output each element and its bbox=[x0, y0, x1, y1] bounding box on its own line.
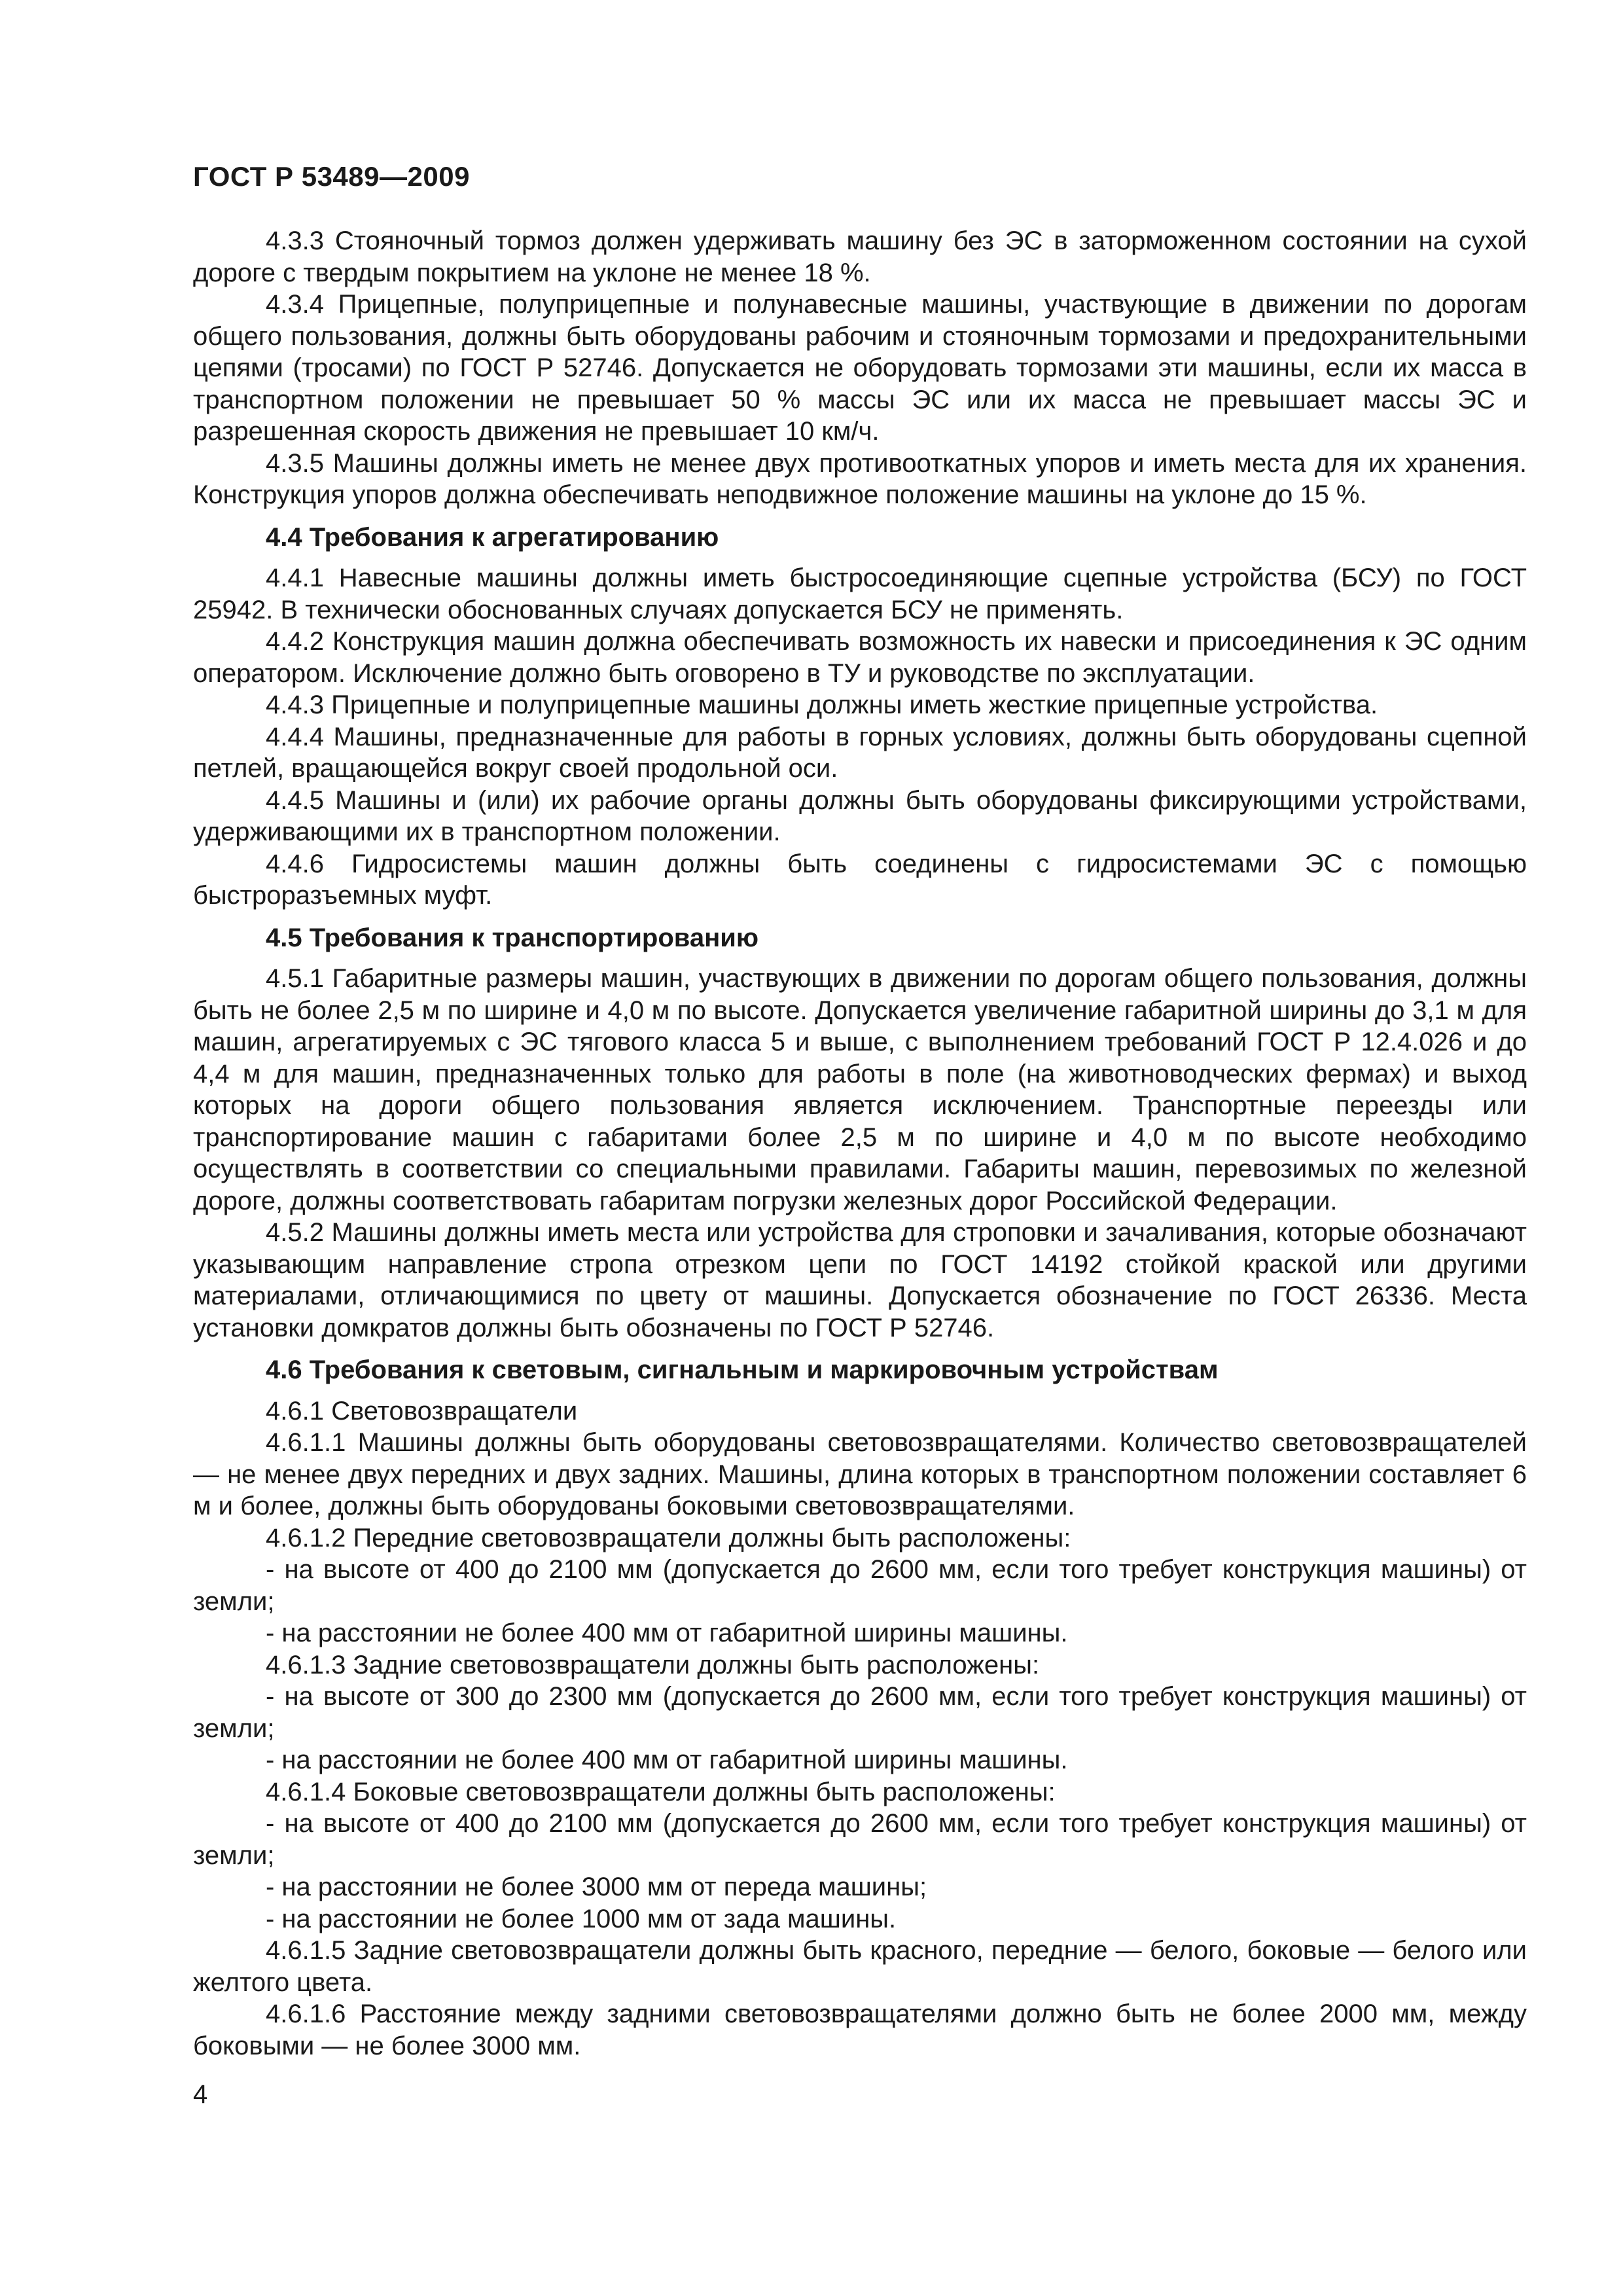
list-item-4-6-1-3-a: - на высоте от 300 до 2300 мм (допускается до 2600 мм, если того требует конструкция машины) от земли; bbox=[193, 1682, 1527, 1743]
paragraph-4-6-1: 4.6.1 Световозвращатели bbox=[266, 1396, 578, 1426]
paragraph-4-3-4: 4.3.4 Прицепные, полуприцепные и полунавесные машины, участвующие в движении по дорогам общего пользования, должны быть оборудованы рабочим и стояночным тормозами и предохранительными цепями (тросами) по ГОСТ Р 52746. Допускается не оборудовать тормозами эти машины, если их масса в транспортном положении не превышает 50 % массы ЭС или их масса не превышает массы ЭС и разрешенная скорость движения не превышает 10 км/ч. bbox=[193, 290, 1527, 446]
paragraph-4-6-1-5: 4.6.1.5 Задние световозвращатели должны быть красного, передние — белого, боковые — белого или желтого цвета. bbox=[193, 1936, 1527, 1997]
paragraph-4-4-4: 4.4.4 Машины, предназначенные для работы в горных условиях, должны быть оборудованы сцепной петлей, вращающейся вокруг своей продольной оси. bbox=[193, 722, 1527, 783]
paragraph-4-6-1-1: 4.6.1.1 Машины должны быть оборудованы световозвращателями. Количество световозвращателей — не менее двух передних и двух задних. Машины, длина которых в транспортном положении составляет 6 м и более, должны быть оборудованы боковыми световозвращателями. bbox=[193, 1428, 1527, 1520]
list-item-4-6-1-4-c: - на расстоянии не более 1000 мм от зада машины. bbox=[266, 1904, 897, 1933]
list-item-4-6-1-4-b: - на расстоянии не более 3000 мм от переда машины; bbox=[266, 1873, 927, 1901]
section-heading-4-5: 4.5 Требования к транспортированию bbox=[266, 923, 759, 952]
list-item-4-6-1-2-a: - на высоте от 400 до 2100 мм (допускается до 2600 мм, если того требует конструкция машины) от земли; bbox=[193, 1555, 1527, 1616]
section-heading-4-6: 4.6 Требования к световым, сигнальным и маркировочным устройствам bbox=[266, 1355, 1219, 1384]
paragraph-4-5-2: 4.5.2 Машины должны иметь места или устройства для строповки и зачаливания, которые обозначают указывающим направление стропа отрезком цепи по ГОСТ 14192 стойкой краской или другими материалами, отличающимися по цвету от машины. Допускается обозначение по ГОСТ 26336. Места установки домкратов должны быть обозначены по ГОСТ Р 52746. bbox=[193, 1218, 1527, 1342]
list-item-4-6-1-2-b: - на расстоянии не более 400 мм от габаритной ширины машины. bbox=[266, 1619, 1068, 1647]
paragraph-4-6-1-6: 4.6.1.6 Расстояние между задними световозвращателями должно быть не более 2000 мм, между боковыми — не более 3000 мм. bbox=[193, 2000, 1527, 2060]
paragraph-4-3-3: 4.3.3 Стояночный тормоз должен удерживать машину без ЭС в заторможенном состоянии на сухой дороге с твердым покрытием на уклоне не менее 18 %. bbox=[193, 226, 1527, 287]
paragraph-4-6-1-4: 4.6.1.4 Боковые световозвращатели должны быть расположены: bbox=[266, 1777, 1056, 1806]
paragraph-4-4-3: 4.4.3 Прицепные и полуприцепные машины должны иметь жесткие прицепные устройства. bbox=[266, 691, 1378, 719]
document-header: ГОСТ Р 53489—2009 bbox=[193, 161, 470, 192]
paragraph-4-6-1-3: 4.6.1.3 Задние световозвращатели должны быть расположены: bbox=[266, 1650, 1040, 1679]
paragraph-4-6-1-2: 4.6.1.2 Передние световозвращатели должны быть расположены: bbox=[266, 1523, 1071, 1552]
paragraph-4-4-5: 4.4.5 Машины и (или) их рабочие органы должны быть оборудованы фиксирующими устройствами, удерживающими их в транспортном положении. bbox=[193, 785, 1527, 846]
list-item-4-6-1-3-b: - на расстоянии не более 400 мм от габаритной ширины машины. bbox=[266, 1746, 1068, 1774]
paragraph-4-5-1: 4.5.1 Габаритные размеры машин, участвующих в движении по дорогам общего пользования, должны быть не более 2,5 м по ширине и 4,0 м по высоте. Допускается увеличение габаритной ширины до 3,1 м для машин, агрегатируемых с ЭС тягового класса 5 и выше, с выполнением требований ГОСТ Р 12.4.026 и до 4,4 м для машин, предназначенных только для работы в поле (на животноводческих фермах) и выход которых на дороги общего пользования является исключением. Транспортные переезды или транспортирование машин с габаритами более 2,5 м по ширине и 4,0 м по высоте необходимо осуществлять в соответствии со специальными правилами. Габариты машин, перевозимых по железной дороге, должны соответствовать габаритам погрузки железных дорог Российской Федерации. bbox=[193, 964, 1527, 1215]
section-heading-4-4: 4.4 Требования к агрегатированию bbox=[266, 522, 719, 552]
document-body bbox=[193, 225, 1527, 2062]
paragraph-4-4-1: 4.4.1 Навесные машины должны иметь быстросоединяющие сцепные устройства (БСУ) по ГОСТ 25942. В технически обоснованных случаях допускается БСУ не применять. bbox=[193, 564, 1527, 624]
paragraph-4-4-2: 4.4.2 Конструкция машин должна обеспечивать возможность их навески и присоединения к ЭС одним оператором. Исключение должно быть оговорено в ТУ и руководстве по эксплуатации. bbox=[193, 627, 1527, 688]
list-item-4-6-1-4-a: - на высоте от 400 до 2100 мм (допускается до 2600 мм, если того требует конструкция машины) от земли; bbox=[193, 1809, 1527, 1870]
paragraph-4-4-6: 4.4.6 Гидросистемы машин должны быть соединены с гидросистемами ЭС с помощью быстроразъемных муфт. bbox=[193, 849, 1527, 910]
page-number: 4 bbox=[193, 2080, 208, 2109]
paragraph-4-3-5: 4.3.5 Машины должны иметь не менее двух противооткатных упоров и иметь места для их хранения. Конструкция упоров должна обеспечивать неподвижное положение машины на уклоне до 15 %. bbox=[193, 448, 1527, 509]
